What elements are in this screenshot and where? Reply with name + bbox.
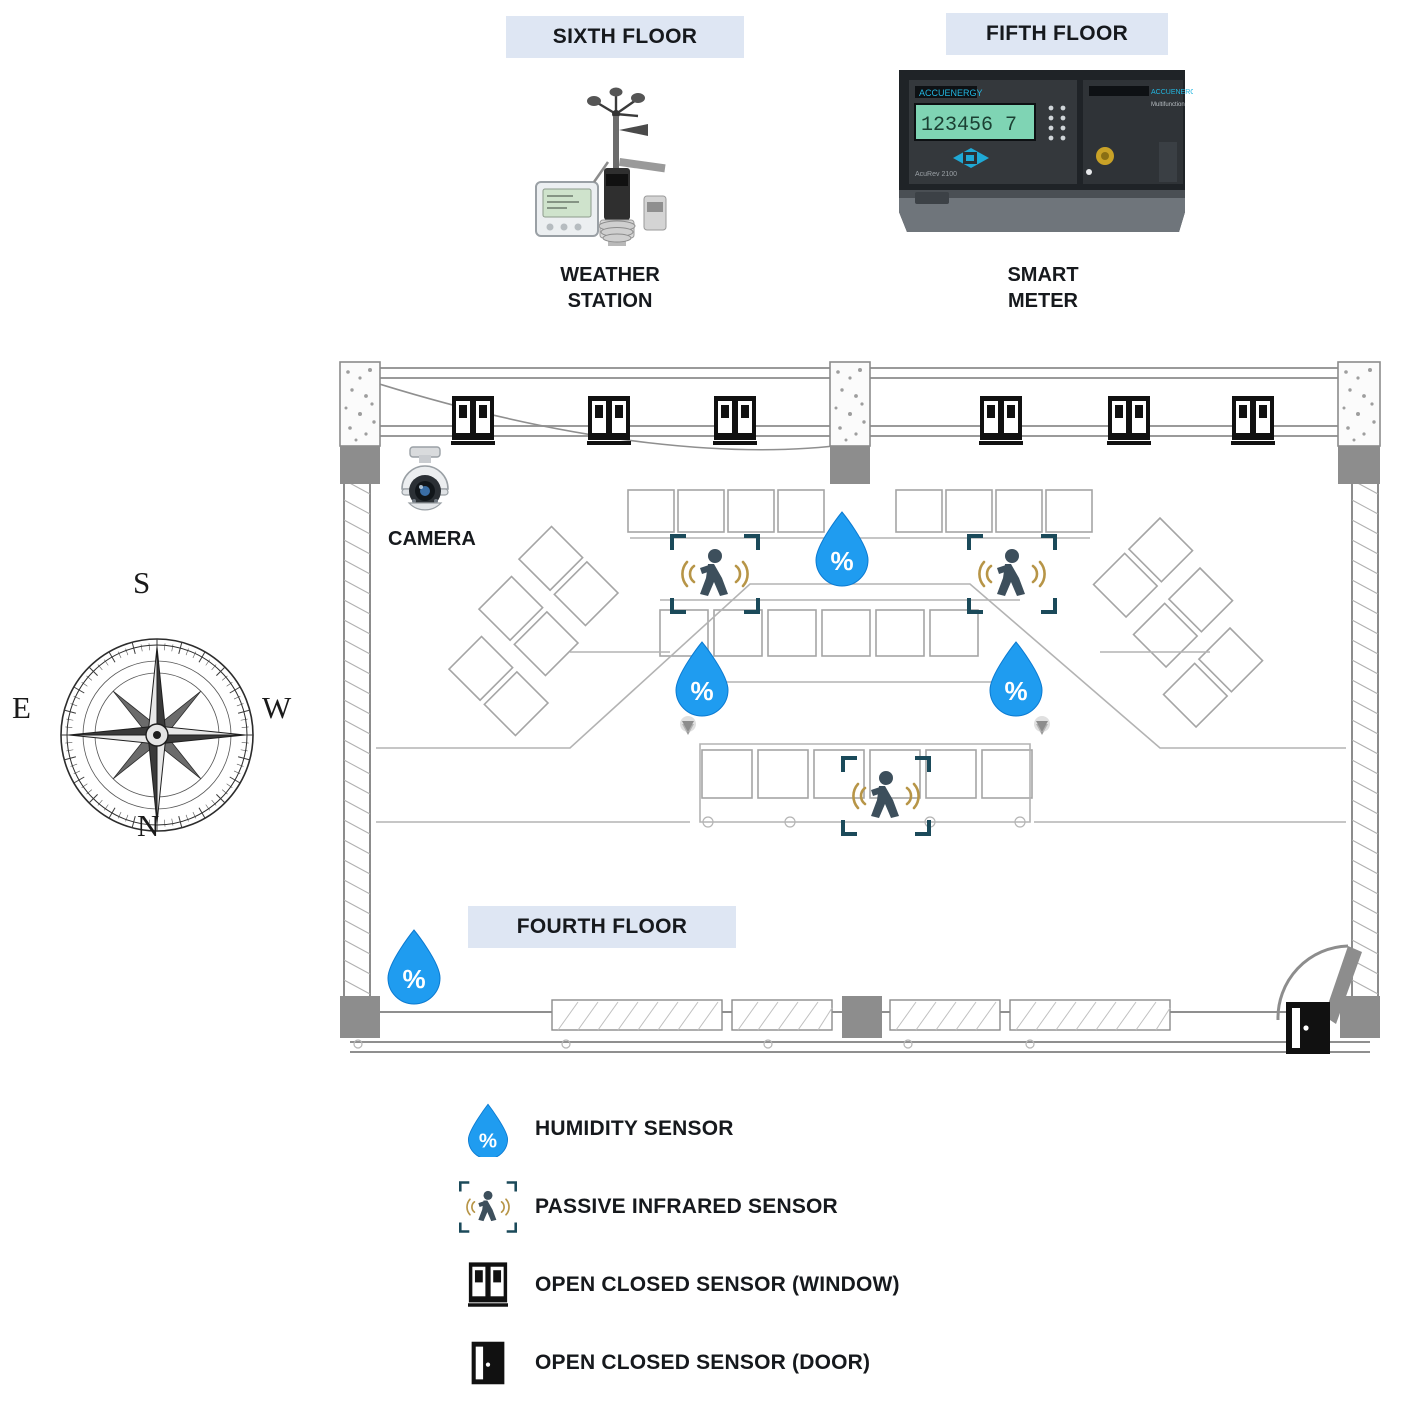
compass-label-north-top: S [133,565,151,600]
svg-text:%: % [1004,676,1028,706]
smart-meter-caption-line1: SMART [1007,264,1079,286]
smart-meter-icon [893,62,1193,242]
humidity-sensor-floorplan-2 [676,642,728,716]
humidity-sensor-floorplan-4 [388,930,440,1004]
humidity-sensor-floorplan-3 [990,642,1042,716]
legend-label-door: OPEN CLOSED SENSOR (DOOR) [535,1351,871,1374]
passive-infrared-sensor-icon [455,1181,521,1233]
weather-station-caption [510,263,710,314]
legend-item-humidity [455,1090,1095,1168]
camera-label: CAMERA [388,528,476,550]
legend [455,1090,1095,1402]
svg-text:AcuRev 2100: AcuRev 2100 [915,171,958,178]
open-closed-window-sensor-icon [455,1260,521,1310]
svg-text:%: % [830,546,854,576]
dome-camera-icon [392,445,458,525]
svg-text:ACCUENERGY: ACCUENERGY [919,88,983,98]
compass-label-bottom: N [137,808,160,843]
weather-station-caption-line1: WEATHER [560,264,660,286]
legend-item-door [455,1324,1095,1402]
compass-label-left: E [12,690,31,725]
floor-tag-fourth: FOURTH FLOOR [468,906,736,948]
legend-label-humidity: HUMIDITY SENSOR [535,1117,734,1140]
smart-meter-caption [950,263,1136,314]
humidity-sensor-icon [455,1101,521,1157]
legend-label-window: OPEN CLOSED SENSOR (WINDOW) [535,1273,900,1296]
svg-text:%: % [478,1129,498,1153]
compass-label-right: W [262,690,292,725]
svg-text:Multifunction: Multifunction [1151,102,1185,108]
open-closed-door-sensor-icon [455,1339,521,1387]
svg-text:%: % [690,676,714,706]
weather-station-caption-line2: STATION [567,289,653,312]
floor-plan [330,352,1395,1062]
weather-station-icon [520,78,700,258]
smart-meter-caption-line2: METER [1008,289,1078,312]
svg-text:%: % [402,964,426,994]
legend-label-pir: PASSIVE INFRARED SENSOR [535,1195,838,1218]
floor-tag-sixth: SIXTH FLOOR [506,16,744,58]
floor-tag-fifth: FIFTH FLOOR [946,13,1168,55]
legend-item-pir [455,1168,1095,1246]
svg-text:ACCUENERGY: ACCUENER [1151,89,1191,96]
legend-item-window [455,1246,1095,1324]
smart-meter-display-value: 123456 7 [921,114,1018,137]
